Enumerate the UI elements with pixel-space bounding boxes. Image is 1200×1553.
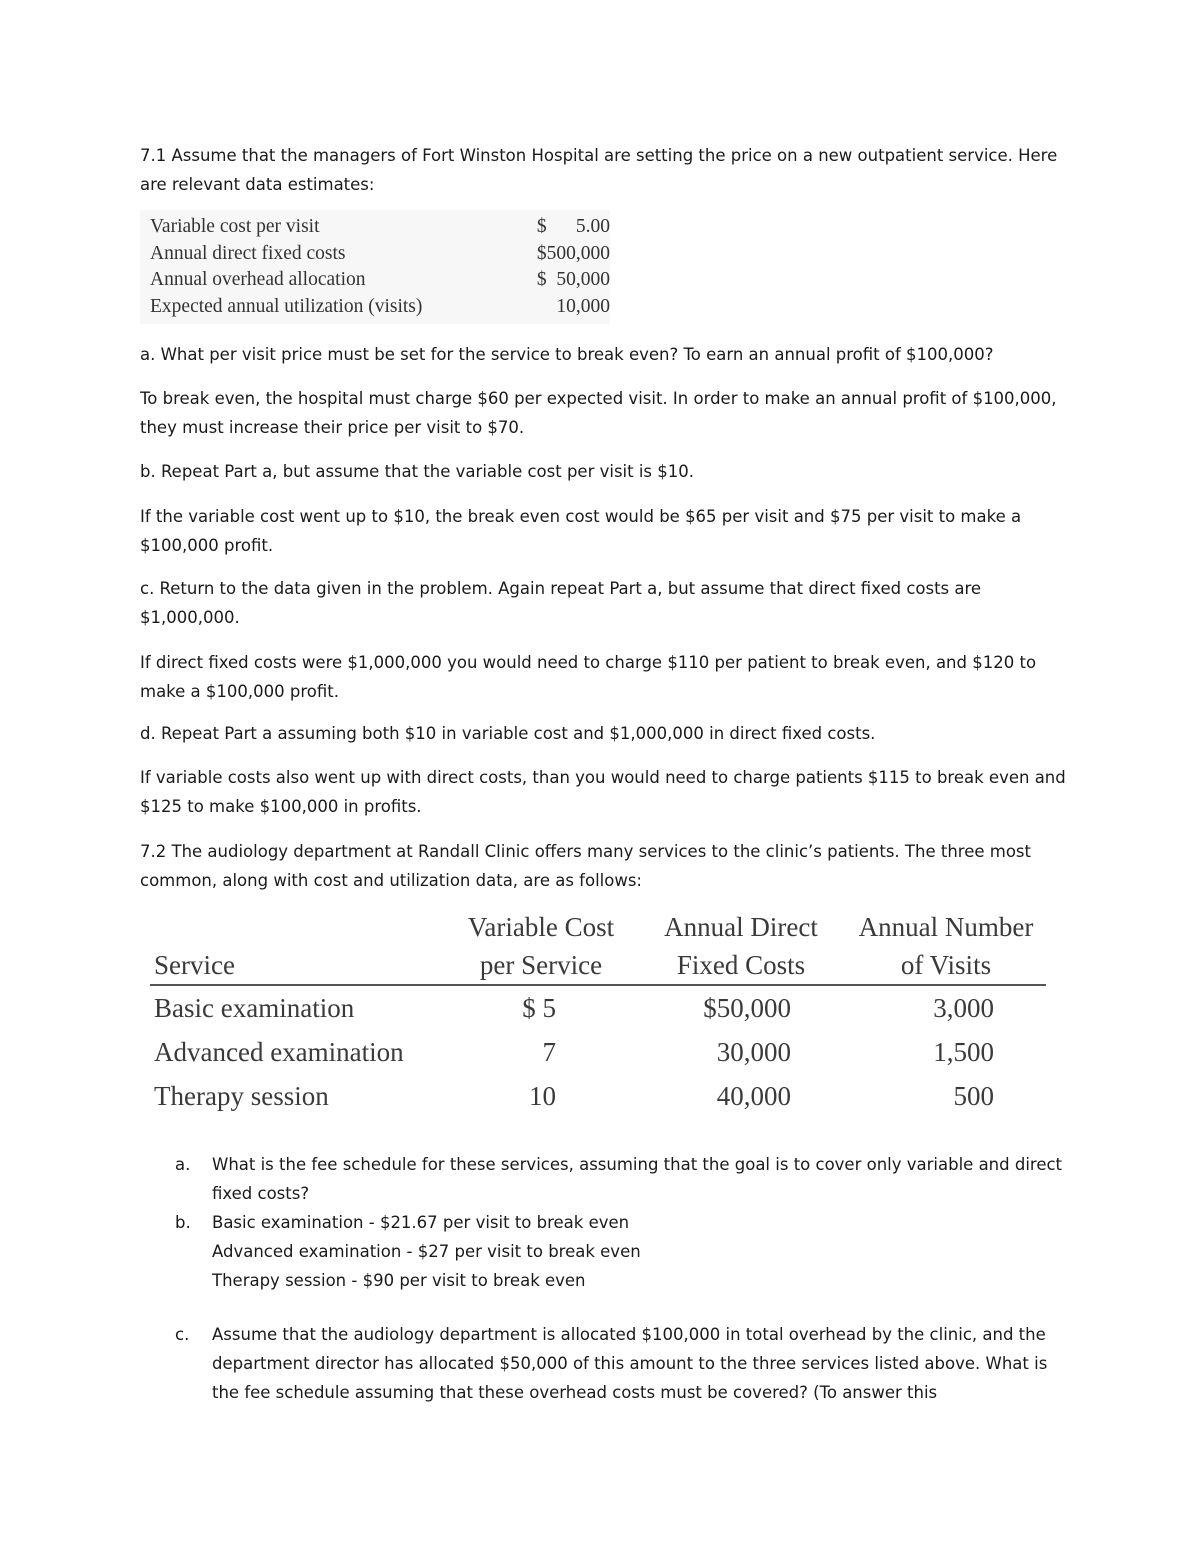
table-row	[140, 214, 610, 241]
list-marker: c.	[175, 1325, 190, 1344]
variable-cost-cell: $ 5	[522, 992, 556, 1023]
table-row	[150, 986, 1046, 1030]
fixed-cost-cell: $50,000	[703, 992, 791, 1023]
list-item-text: Basic examination - $21.67 per visit to break even	[212, 1213, 630, 1232]
question-d: d. Repeat Part a assuming both $10 in variable cost and $1,000,000 in direct fixed costs.	[140, 724, 876, 743]
header-cell: Fixed Costs	[676, 949, 806, 980]
problem-7-2-intro: 7.2 The audiology department at Randall Clinic offers many services to the clinic’s patients. The three most common, along with cost and utilization data, are as follows:	[140, 842, 1031, 890]
list-item-text: Assume that the audiology department is allocated $100,000 in total overhead by the clinic, and the department director has allocated $50,000 of this amount to the three services listed above. What is the fee schedule assuming that these overhead costs must be covered? (To answer this	[212, 1325, 1048, 1402]
header-cell: Service	[154, 949, 235, 980]
list-item-subline: Therapy session - $90 per visit to break even	[212, 1271, 586, 1290]
row-value: $500,000	[536, 242, 610, 264]
fixed-cost-cell: 30,000	[716, 1036, 791, 1067]
answer-d: If variable costs also went up with direct costs, than you would need to charge patients $115 to break even and $125 to make $100,000 in profits.	[140, 768, 1066, 816]
list-item	[175, 1208, 1075, 1237]
problem-7-2-list	[175, 1150, 1075, 1295]
answer-b: If the variable cost went up to $10, the break even cost would be $65 per visit and $75 per visit to make a $100,000 profit.	[140, 507, 1022, 555]
table-header-top	[150, 908, 1046, 946]
table-row	[150, 1074, 1046, 1118]
list-marker: b.	[175, 1213, 191, 1232]
variable-cost-cell: 10	[529, 1080, 556, 1111]
row-value: 10,000	[556, 295, 610, 317]
list-item-text: What is the fee schedule for these services, assuming that the goal is to cover only variable and direct fixed costs?	[212, 1155, 1063, 1203]
services-table	[150, 908, 1046, 1118]
variable-cost-cell: 7	[542, 1036, 556, 1067]
row-label: Annual overhead allocation	[150, 269, 366, 291]
data-estimates-table	[140, 210, 610, 324]
problem-7-1-intro: 7.1 Assume that the managers of Fort Winston Hospital are setting the price on a new outpatient service. Here are relevant data estimates:	[140, 146, 1058, 194]
service-cell: Therapy session	[154, 1080, 329, 1111]
visits-cell: 500	[953, 1080, 994, 1111]
header-cell: per Service	[479, 949, 603, 980]
visits-cell: 1,500	[933, 1036, 994, 1067]
list-item	[175, 1150, 1075, 1208]
visits-cell: 3,000	[933, 992, 994, 1023]
list-item	[175, 1320, 1075, 1407]
table-row	[150, 1030, 1046, 1074]
row-label: Annual direct fixed costs	[150, 242, 346, 264]
row-value: $ 5.00	[536, 216, 610, 238]
header-cell: Annual Direct	[664, 911, 818, 942]
table-row	[140, 241, 610, 268]
row-value: $ 50,000	[536, 269, 610, 291]
service-cell: Basic examination	[154, 992, 355, 1023]
question-b: b. Repeat Part a, but assume that the variable cost per visit is $10.	[140, 462, 695, 481]
list-item-subline: Advanced examination - $27 per visit to break even	[212, 1242, 641, 1261]
service-cell: Advanced examination	[154, 1036, 404, 1067]
fixed-cost-cell: 40,000	[716, 1080, 791, 1111]
table-row	[140, 267, 610, 294]
row-label: Expected annual utilization (visits)	[150, 295, 423, 317]
header-cell: Variable Cost	[467, 911, 615, 942]
table-header-bottom	[150, 946, 1046, 986]
answer-a: To break even, the hospital must charge $60 per expected visit. In order to make an annual profit of $100,000, they must increase their price per visit to $70.	[140, 389, 1057, 437]
table-row	[140, 294, 610, 321]
header-cell: of Visits	[900, 949, 992, 980]
problem-7-2-list-c	[175, 1320, 1075, 1407]
list-marker: a.	[175, 1155, 191, 1174]
row-label: Variable cost per visit	[150, 216, 320, 238]
answer-c: If direct fixed costs were $1,000,000 you would need to charge $110 per patient to break even, and $120 to make a $100,000 profit.	[140, 653, 1037, 701]
question-a: a. What per visit price must be set for the service to break even? To earn an annual profit of $100,000?	[140, 345, 994, 364]
header-cell: Annual Number	[858, 911, 1034, 942]
question-c: c. Return to the data given in the problem. Again repeat Part a, but assume that direct fixed costs are $1,000,000.	[140, 579, 982, 627]
